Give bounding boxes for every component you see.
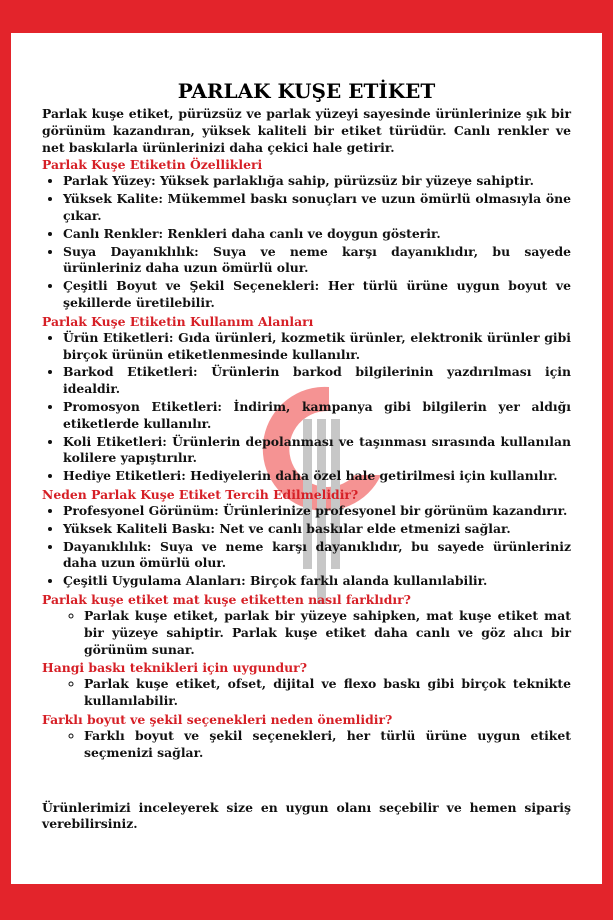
features-list <box>42 173 571 311</box>
list-item: • Promosyon Etiketleri: İndirim, kampanya gibi bilgilerin yer aldığı etiketlerde kullanılır. <box>63 399 571 433</box>
faq-question-1: Parlak kuşe etiket mat kuşe etiketten nasıl farklıdır? <box>42 591 411 607</box>
list-item: • Yüksek Kaliteli Baskı: Net ve canlı baskılar elde etmenizi sağlar. <box>63 521 571 538</box>
faq-answer-list-2 <box>42 676 571 710</box>
why-heading: Neden Parlak Kuşe Etiket Tercih Edilmelidir? <box>42 486 359 502</box>
faq-question-3: Farklı boyut ve şekil seçenekleri neden önemlidir? <box>42 711 393 727</box>
faq-answer: ◦ Parlak kuşe etiket, parlak bir yüzeye sahipken, mat kuşe etiket mat bir yüzeye sahiptir. Parlak kuşe etiket daha canlı ve göz alıcı bir görünüm sunar. <box>84 608 571 658</box>
faq-answer-list-3 <box>42 728 571 762</box>
page-title: PARLAK KUŞE ETİKET <box>177 79 436 103</box>
list-item: • Çeşitli Boyut ve Şekil Seçenekleri: Her türlü ürüne uygun boyut ve şekillerde üretilebilir. <box>63 278 571 312</box>
usage-heading: Parlak Kuşe Etiketin Kullanım Alanları <box>42 313 314 329</box>
usage-list <box>42 330 571 485</box>
list-item: • Profesyonel Görünüm: Ürünlerinize profesyonel bir görünüm kazandırır. <box>63 503 571 520</box>
list-item: • Suya Dayanıklılık: Suya ve neme karşı dayanıklıdır, bu sayede ürünleriniz daha uzun ömürlü olur. <box>63 244 571 278</box>
document-content <box>42 79 571 833</box>
list-item: • Yüksek Kalite: Mükemmel baskı sonuçları ve uzun ömürlü olmasıyla öne çıkar. <box>63 191 571 225</box>
list-item: • Hediye Etiketleri: Hediyelerin daha özel hale getirilmesi için kullanılır. <box>63 468 571 485</box>
list-item: • Ürün Etiketleri: Gıda ürünleri, kozmetik ürünler, elektronik ürünler gibi birçok ürünün etiketlenmesinde kullanılır. <box>63 330 571 364</box>
document-page <box>11 33 602 884</box>
list-item: • Canlı Renkler: Renkleri daha canlı ve doygun gösterir. <box>63 226 571 243</box>
list-item: • Barkod Etiketleri: Ürünlerin barkod bilgilerinin yazdırılması için idealdir. <box>63 364 571 398</box>
spacer <box>42 763 571 800</box>
list-item: • Çeşitli Uygulama Alanları: Birçok farklı alanda kullanılabilir. <box>63 573 571 590</box>
list-item: • Dayanıklılık: Suya ve neme karşı dayanıklıdır, bu sayede ürünleriniz daha uzun ömürlü olur. <box>63 539 571 573</box>
intro-paragraph: Parlak kuşe etiket, pürüzsüz ve parlak yüzeyi sayesinde ürünlerinize şık bir görünüm kazandıran, yüksek kaliteli bir etiket türüdür. Canlı renkler ve net baskılarla ürünlerinizi daha çekici hale getirir. <box>42 106 571 155</box>
list-item: • Koli Etiketleri: Ürünlerin depolanması ve taşınması sırasında kullanılan kolilere yapıştırılır. <box>63 434 571 468</box>
features-heading: Parlak Kuşe Etiketin Özellikleri <box>42 157 263 173</box>
faq-question-2: Hangi baskı teknikleri için uygundur? <box>42 660 307 676</box>
faq-answer-list-1 <box>42 608 571 658</box>
why-list <box>42 503 571 590</box>
faq-answer: ◦ Farklı boyut ve şekil seçenekleri, her türlü ürüne uygun etiket seçmenizi sağlar. <box>84 728 571 762</box>
faq-answer: ◦ Parlak kuşe etiket, ofset, dijital ve flexo baskı gibi birçok teknikte kullanılabilir. <box>84 676 571 710</box>
closing-paragraph: Ürünlerimizi inceleyerek size en uygun olanı seçebilir ve hemen sipariş verebilirsiniz. <box>42 799 571 832</box>
list-item: • Parlak Yüzey: Yüksek parlaklığa sahip, pürüzsüz bir yüzeye sahiptir. <box>63 173 571 190</box>
